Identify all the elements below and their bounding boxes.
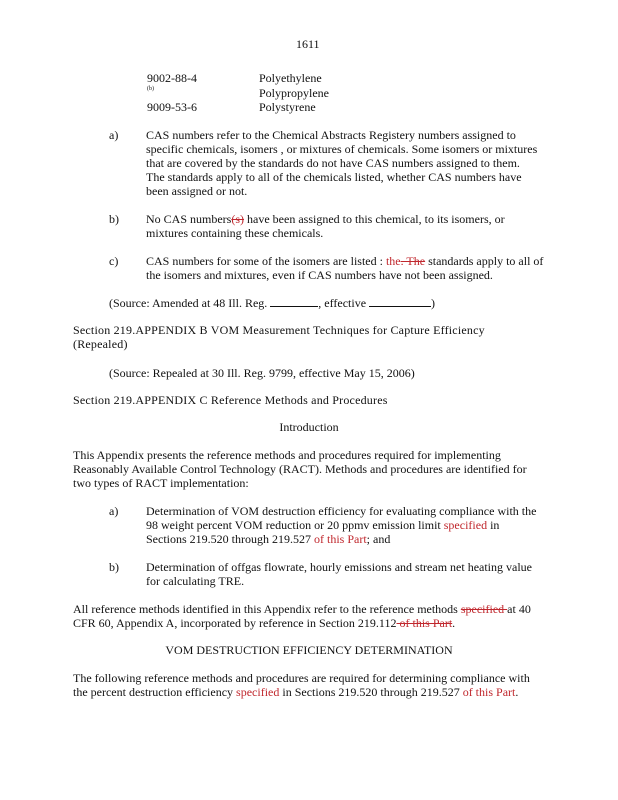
note-label: b)	[109, 212, 119, 226]
intro-title: Introduction	[279, 420, 339, 434]
text-run: , effective	[318, 296, 370, 310]
note-b-text	[146, 212, 505, 240]
source-note	[109, 295, 435, 311]
text-run: standards apply to all of	[425, 254, 544, 268]
cas-number: 9002-88-4	[147, 71, 197, 85]
inserted-text: of this Part	[462, 685, 516, 699]
text-run: in	[487, 518, 500, 532]
item-line: for calculating TRE.	[146, 574, 245, 588]
text-run: CFR 60, Appendix A, incorporated by reference in Section 219.112	[73, 616, 397, 630]
note-line: The standards apply to all of the chemicals listed, whether CAS numbers have	[146, 170, 522, 184]
note-line: CAS numbers refer to the Chemical Abstracts Registery numbers assigned to	[146, 128, 516, 142]
chemical-name: Polyethylene	[259, 71, 322, 85]
intro-paragraph	[73, 448, 527, 490]
text-run: at 40	[507, 602, 531, 616]
chemical-name: Polystyrene	[259, 100, 316, 114]
text-run: .	[515, 685, 519, 699]
heading-line: Section 219.APPENDIX B VOM Measurement Techniques for Capture Efficiency	[73, 323, 485, 337]
deleted-text: specified	[460, 602, 508, 616]
text-run: No CAS numbers	[146, 212, 232, 226]
text-run: All reference methods identified in this Appendix refer to the reference methods	[73, 602, 461, 616]
text-run: Sections 219.520 through 219.527	[146, 532, 314, 546]
reference-paragraph	[73, 602, 531, 630]
note-c-text	[146, 254, 543, 282]
note-label: c)	[109, 254, 119, 268]
appendix-c-heading: Section 219.APPENDIX C Reference Methods and Procedures	[73, 393, 388, 407]
deleted-text: . The	[400, 254, 426, 268]
note-line: the isomers and mixtures, even if CAS numbers have not been assigned.	[146, 268, 493, 282]
chemical-name: Polypropylene	[259, 86, 329, 100]
appendix-b-heading	[73, 323, 485, 351]
note-line: been assigned or not.	[146, 184, 248, 198]
note-line: specific chemicals, isomers , or mixtures of chemicals. Some isomers or mixtures	[146, 142, 538, 156]
cas-number: (b)	[147, 86, 154, 92]
deleted-text: (s)	[231, 212, 245, 226]
item-a-text	[146, 504, 536, 546]
text-run: 98 weight percent VOM reduction or 20 ppmv emission limit	[146, 518, 444, 532]
vom-heading: VOM DESTRUCTION EFFICIENCY DETERMINATION	[165, 643, 453, 657]
page-number: 1611	[296, 37, 320, 51]
final-paragraph	[73, 671, 530, 699]
deleted-text: of this Part	[396, 616, 453, 630]
blank-line	[369, 295, 431, 307]
inserted-text: specified	[236, 685, 280, 699]
text-run: )	[431, 296, 436, 310]
inserted-text: specified	[443, 518, 488, 532]
source-note: (Source: Repealed at 30 Ill. Reg. 9799, effective May 15, 2006)	[109, 366, 415, 380]
item-label: b)	[109, 560, 119, 574]
paragraph-line: The following reference methods and procedures are required for determining compliance with	[73, 671, 530, 685]
inserted-text: of this Part	[314, 532, 367, 546]
heading-line: (Repealed)	[73, 337, 128, 351]
note-a-text	[146, 128, 537, 198]
note-line: that are covered by the standards do not have CAS numbers assigned to them.	[146, 156, 520, 170]
item-b-text	[146, 560, 532, 588]
note-label: a)	[109, 128, 119, 142]
item-label: a)	[109, 504, 119, 518]
blank-line	[270, 295, 318, 307]
text-run: the percent destruction efficiency	[73, 685, 237, 699]
item-line: Determination of offgas flowrate, hourly emissions and stream net heating value	[146, 560, 533, 574]
text-run: CAS numbers for some of the isomers are listed :	[146, 254, 386, 268]
paragraph-line: two types of RACT implementation:	[73, 476, 249, 490]
paragraph-line: This Appendix presents the reference methods and procedures required for implementing	[73, 448, 501, 462]
item-line: Determination of VOM destruction efficiency for evaluating compliance with the	[146, 504, 537, 518]
inserted-text: the	[385, 254, 401, 268]
text-run: ; and	[366, 532, 391, 546]
text-run: have been assigned to this chemical, to its isomers, or	[244, 212, 505, 226]
text-run: in Sections 219.520 through 219.527	[279, 685, 463, 699]
note-line: mixtures containing these chemicals.	[146, 226, 324, 240]
text-run: .	[452, 616, 456, 630]
text-run: (Source: Amended at 48 Ill. Reg.	[109, 296, 271, 310]
paragraph-line: Reasonably Available Control Technology (RACT). Methods and procedures are identified for	[73, 462, 527, 476]
cas-number: 9009-53-6	[147, 100, 197, 114]
